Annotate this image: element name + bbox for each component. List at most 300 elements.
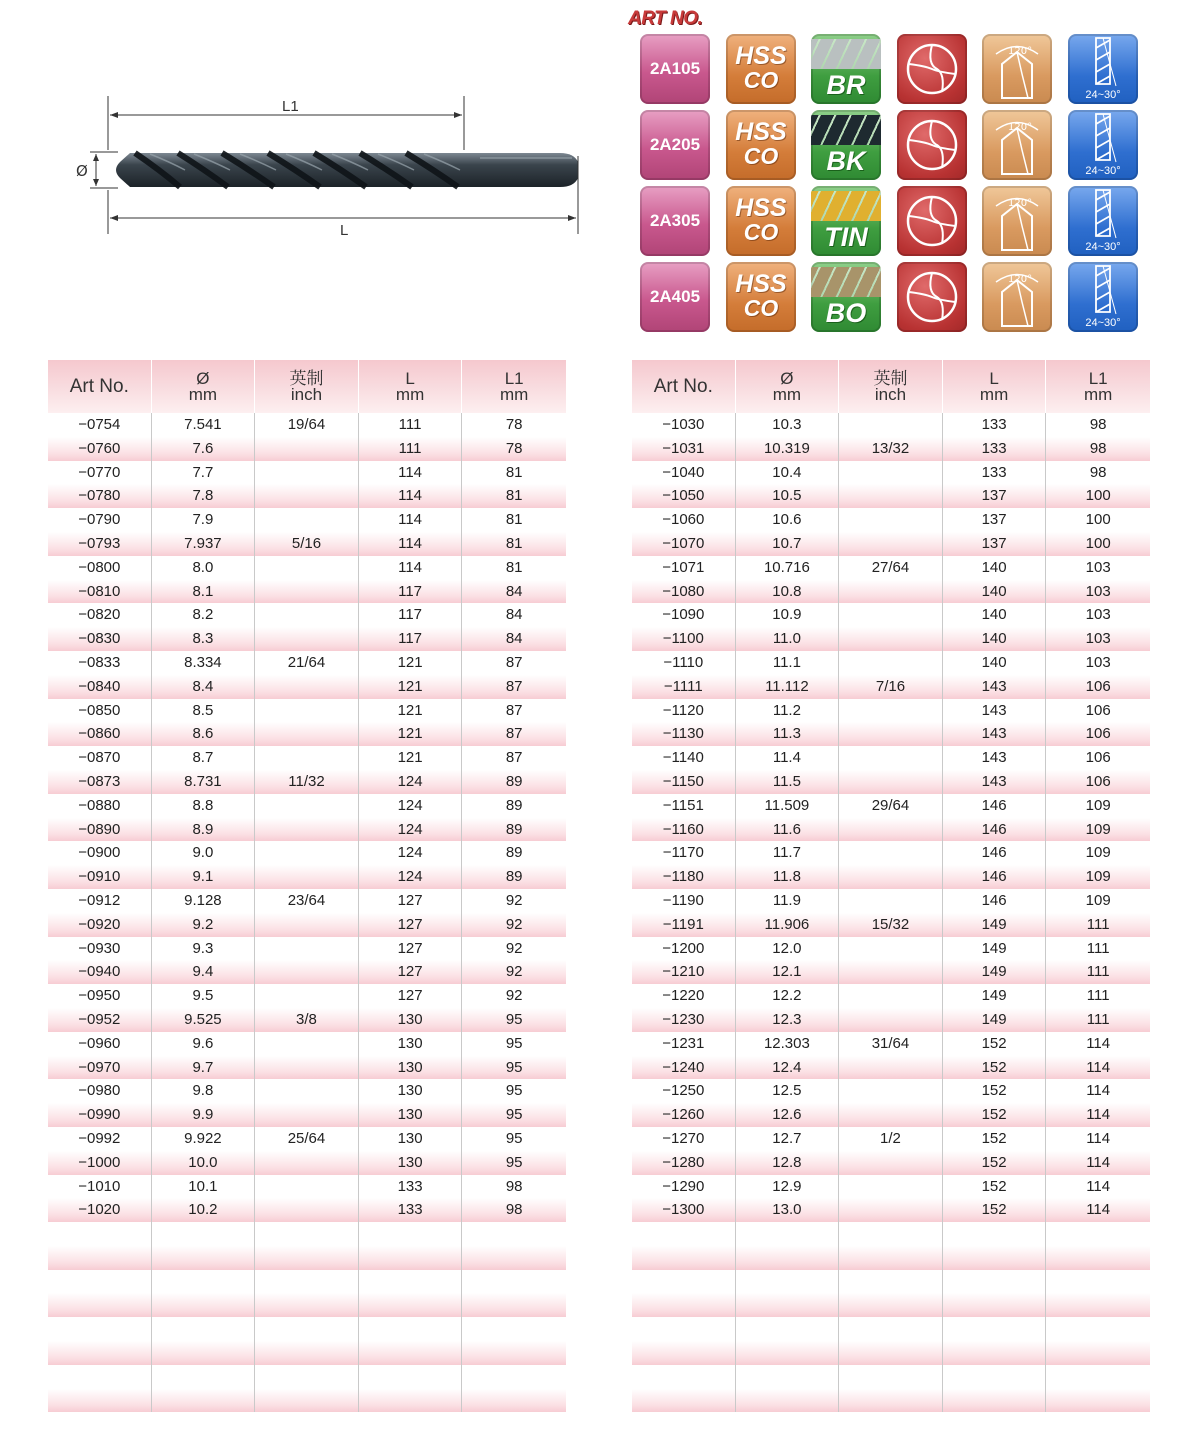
cell-art-no: −0910	[48, 865, 152, 889]
table-row	[48, 818, 566, 842]
cell-inch	[255, 1056, 359, 1080]
column-header-unit: mm	[188, 384, 218, 404]
cell-flute-length: 87	[505, 653, 523, 671]
cell-flute-length: 106	[1085, 677, 1111, 695]
cell-inch	[839, 699, 943, 723]
cell-length	[943, 1293, 1047, 1317]
table-row	[48, 1056, 566, 1080]
size-table-right	[632, 360, 1150, 1412]
material-tile	[726, 34, 796, 104]
cell-inch: 25/64	[255, 1127, 359, 1151]
table-row	[48, 1317, 566, 1341]
cell-flute-length	[462, 1246, 566, 1270]
cell-length: 133	[359, 1175, 463, 1199]
table-row	[48, 913, 566, 937]
table-row	[48, 651, 566, 675]
dimension-diameter-label: Ø	[76, 162, 88, 180]
table-row	[48, 1365, 566, 1389]
cell-inch	[255, 437, 359, 461]
cell-diameter	[152, 1317, 256, 1341]
table-row	[48, 722, 566, 746]
cell-length: 127	[359, 937, 463, 961]
cell-inch	[255, 508, 359, 532]
column-header-label: L1	[504, 368, 524, 388]
cell-art-no: −1090	[632, 603, 736, 627]
cell-diameter: 10.0	[152, 1151, 256, 1175]
table-row	[632, 1317, 1150, 1341]
table-row	[632, 580, 1150, 604]
cell-flute-length	[1046, 1222, 1150, 1246]
cell-inch	[255, 818, 359, 842]
cell-length: 130	[359, 1079, 463, 1103]
table-row	[48, 461, 566, 485]
cell-inch	[255, 603, 359, 627]
cell-length: 130	[359, 1032, 463, 1056]
cell-art-no: −0930	[48, 937, 152, 961]
cell-length: 121	[359, 699, 463, 723]
table-row	[632, 1246, 1150, 1270]
art-code-label: 2A105	[649, 59, 701, 78]
cell-diameter: 9.3	[152, 937, 256, 961]
cell-length	[359, 1365, 463, 1389]
cell-flute-length: 92	[505, 963, 523, 981]
helix-angle-label: 24~30°	[1085, 317, 1121, 329]
point-angle-icon	[982, 110, 1052, 180]
cell-art-no: −0900	[48, 841, 152, 865]
cell-inch	[839, 1056, 943, 1080]
cell-diameter: 7.937	[152, 532, 256, 556]
table-row	[632, 603, 1150, 627]
helix-angle-tile	[1068, 262, 1138, 332]
svg-text:120°: 120°	[1008, 274, 1033, 285]
cell-length: 143	[943, 699, 1047, 723]
cell-length: 146	[943, 818, 1047, 842]
cell-inch	[255, 984, 359, 1008]
cell-art-no: −1020	[48, 1198, 152, 1222]
cell-diameter: 11.906	[736, 913, 840, 937]
cell-flute-length: 95	[505, 1106, 523, 1124]
cell-inch	[839, 1293, 943, 1317]
cell-diameter	[152, 1365, 256, 1389]
cell-art-no: −0920	[48, 913, 152, 937]
cell-inch	[255, 556, 359, 580]
cell-flute-length: 103	[1085, 582, 1111, 600]
cell-length	[943, 1389, 1047, 1413]
cell-diameter: 11.112	[736, 675, 840, 699]
cell-diameter: 7.6	[152, 437, 256, 461]
cell-diameter	[736, 1270, 840, 1294]
cell-inch: 1/2	[839, 1127, 943, 1151]
material-sub-label: CO	[743, 219, 779, 245]
table-row	[632, 960, 1150, 984]
cell-art-no: −1130	[632, 722, 736, 746]
cell-length: 133	[359, 1198, 463, 1222]
cell-art-no: −1270	[632, 1127, 736, 1151]
cell-art-no: −1250	[632, 1079, 736, 1103]
cell-length: 121	[359, 746, 463, 770]
cell-art-no: −1050	[632, 484, 736, 508]
material-sub-label: CO	[743, 67, 779, 93]
cell-length: 117	[359, 627, 463, 651]
table-row	[632, 913, 1150, 937]
cell-inch	[255, 865, 359, 889]
table-row	[48, 556, 566, 580]
cell-inch	[839, 1198, 943, 1222]
cell-length: 117	[359, 580, 463, 604]
cell-diameter: 9.9	[152, 1103, 256, 1127]
cell-art-no: −1150	[632, 770, 736, 794]
cell-flute-length: 95	[505, 1129, 523, 1147]
column-header	[839, 360, 943, 413]
cell-length: 149	[943, 1008, 1047, 1032]
point-angle-tile	[982, 34, 1052, 104]
cell-flute-length: 109	[1085, 868, 1111, 886]
cell-diameter: 12.6	[736, 1103, 840, 1127]
art-code-label: 2A305	[649, 211, 701, 230]
cell-art-no	[48, 1365, 152, 1389]
cell-art-no: −1140	[632, 746, 736, 770]
column-header-label: 英制	[289, 368, 324, 388]
cell-length: 133	[943, 413, 1047, 437]
table-row	[48, 580, 566, 604]
cell-art-no: −0952	[48, 1008, 152, 1032]
cell-diameter: 10.5	[736, 484, 840, 508]
cell-inch	[839, 889, 943, 913]
cell-art-no: −1240	[632, 1056, 736, 1080]
cell-art-no: −0820	[48, 603, 152, 627]
cell-inch	[839, 960, 943, 984]
cell-inch: 31/64	[839, 1032, 943, 1056]
table-row	[632, 841, 1150, 865]
table-row	[632, 1389, 1150, 1413]
table-row	[48, 984, 566, 1008]
cell-diameter: 10.9	[736, 603, 840, 627]
cell-diameter: 9.6	[152, 1032, 256, 1056]
cell-length: 152	[943, 1056, 1047, 1080]
cell-flute-length: 78	[505, 416, 523, 433]
cell-art-no	[632, 1317, 736, 1341]
cell-diameter	[736, 1365, 840, 1389]
cell-diameter: 10.1	[152, 1175, 256, 1199]
cell-length: 124	[359, 794, 463, 818]
table-row	[48, 746, 566, 770]
column-header	[462, 360, 566, 413]
cell-diameter	[736, 1389, 840, 1413]
cell-diameter: 12.0	[736, 937, 840, 961]
cell-diameter: 7.7	[152, 461, 256, 485]
table-row	[632, 770, 1150, 794]
table-row	[48, 770, 566, 794]
cell-inch	[839, 461, 943, 485]
cell-length: 140	[943, 603, 1047, 627]
cell-flute-length	[462, 1270, 566, 1294]
cell-art-no: −1100	[632, 627, 736, 651]
cell-length: 149	[943, 960, 1047, 984]
cell-length: 133	[943, 437, 1047, 461]
cell-inch	[255, 1103, 359, 1127]
column-header-label: 英制	[873, 368, 908, 388]
cell-inch	[839, 1389, 943, 1413]
cell-length: 127	[359, 889, 463, 913]
cell-flute-length: 89	[505, 868, 523, 886]
cell-diameter: 8.1	[152, 580, 256, 604]
table-row	[632, 556, 1150, 580]
cell-length: 124	[359, 865, 463, 889]
cell-inch	[839, 1246, 943, 1270]
cell-diameter: 11.6	[736, 818, 840, 842]
cell-inch: 15/32	[839, 913, 943, 937]
cell-inch	[839, 1079, 943, 1103]
cell-inch	[839, 651, 943, 675]
point-angle-tile	[982, 110, 1052, 180]
table-row	[48, 437, 566, 461]
cell-inch	[255, 1032, 359, 1056]
cell-length: 152	[943, 1103, 1047, 1127]
dimension-l1-label: L1	[282, 98, 299, 115]
material-sub-label: CO	[743, 295, 779, 321]
cell-length: 114	[359, 461, 463, 485]
helix-angle-tile	[1068, 186, 1138, 256]
column-header-label: L	[405, 368, 415, 388]
cell-flute-length: 89	[505, 844, 523, 862]
column-header	[359, 360, 463, 413]
cell-inch: 5/16	[255, 532, 359, 556]
cell-art-no	[48, 1246, 152, 1270]
cross-section-icon	[897, 262, 967, 332]
cell-diameter: 8.9	[152, 818, 256, 842]
cell-diameter	[152, 1389, 256, 1413]
cell-inch	[255, 1175, 359, 1199]
table-row	[632, 1222, 1150, 1246]
cell-flute-length: 89	[505, 772, 523, 790]
cell-flute-length	[1046, 1341, 1150, 1365]
cell-diameter: 11.1	[736, 651, 840, 675]
cell-length	[359, 1317, 463, 1341]
cell-inch	[839, 722, 943, 746]
column-header-unit: mm	[500, 384, 529, 404]
cell-flute-length: 103	[1085, 630, 1111, 648]
cell-length: 114	[359, 532, 463, 556]
cell-inch	[255, 461, 359, 485]
cell-diameter	[152, 1270, 256, 1294]
cell-diameter	[736, 1341, 840, 1365]
cell-flute-length: 84	[505, 630, 523, 648]
table-row	[632, 1151, 1150, 1175]
cell-diameter: 12.7	[736, 1127, 840, 1151]
cell-art-no: −1300	[632, 1198, 736, 1222]
dimension-l-label: L	[340, 222, 349, 239]
cell-art-no	[632, 1222, 736, 1246]
table-row	[48, 889, 566, 913]
cell-flute-length	[1046, 1389, 1150, 1413]
table-row	[632, 699, 1150, 723]
table-row	[632, 1032, 1150, 1056]
art-code-tile	[640, 262, 710, 332]
cell-art-no: −0793	[48, 532, 152, 556]
cell-length: 140	[943, 580, 1047, 604]
cell-flute-length: 114	[1086, 1058, 1111, 1076]
cell-length: 117	[359, 603, 463, 627]
cell-length: 114	[359, 484, 463, 508]
cell-inch	[839, 627, 943, 651]
cell-art-no: −1290	[632, 1175, 736, 1199]
cell-flute-length: 87	[505, 749, 523, 767]
cell-length: 143	[943, 770, 1047, 794]
cell-length: 137	[943, 484, 1047, 508]
coating-tile	[811, 262, 881, 332]
cell-diameter: 8.731	[152, 770, 256, 794]
cell-diameter: 10.319	[736, 437, 840, 461]
cell-inch	[255, 627, 359, 651]
cell-length	[359, 1246, 463, 1270]
cell-art-no: −1200	[632, 937, 736, 961]
table-row	[632, 1056, 1150, 1080]
cell-art-no: −0950	[48, 984, 152, 1008]
cell-art-no	[632, 1270, 736, 1294]
cell-flute-length: 84	[505, 606, 523, 624]
column-header	[255, 360, 359, 413]
cell-diameter: 9.1	[152, 865, 256, 889]
svg-text:120°: 120°	[1008, 46, 1033, 57]
cell-art-no: −0770	[48, 461, 152, 485]
column-header	[943, 360, 1047, 413]
cell-art-no: −0760	[48, 437, 152, 461]
table-row	[632, 1079, 1150, 1103]
helix-angle-label: 24~30°	[1085, 165, 1121, 177]
table-row	[48, 508, 566, 532]
helix-angle-tile	[1068, 34, 1138, 104]
cell-diameter: 12.1	[736, 960, 840, 984]
cell-inch	[839, 1008, 943, 1032]
cell-flute-length: 98	[1089, 439, 1107, 457]
cell-diameter: 8.3	[152, 627, 256, 651]
cell-art-no: −0890	[48, 818, 152, 842]
table-row	[48, 937, 566, 961]
cell-art-no: −1111	[632, 675, 736, 699]
cell-length: 152	[943, 1127, 1047, 1151]
material-tile	[726, 262, 796, 332]
cell-inch: 11/32	[255, 770, 359, 794]
cell-diameter: 9.2	[152, 913, 256, 937]
cell-diameter: 8.6	[152, 722, 256, 746]
cell-flute-length: 95	[505, 1058, 523, 1076]
cell-art-no: −1080	[632, 580, 736, 604]
cell-art-no: −0873	[48, 770, 152, 794]
column-header-label: Ø	[196, 368, 210, 388]
cell-flute-length: 98	[505, 1177, 523, 1195]
table-row	[48, 1198, 566, 1222]
cell-inch	[839, 818, 943, 842]
cross-section-icon	[897, 34, 967, 104]
cell-flute-length	[462, 1341, 566, 1365]
cell-inch	[255, 794, 359, 818]
table-row	[48, 484, 566, 508]
drill-diagram	[60, 90, 600, 250]
table-row	[48, 1079, 566, 1103]
cell-diameter: 11.5	[736, 770, 840, 794]
cell-length: 121	[359, 651, 463, 675]
cell-diameter: 11.7	[736, 841, 840, 865]
column-header-label: L1	[1088, 368, 1108, 388]
cell-diameter: 7.8	[152, 484, 256, 508]
cell-flute-length: 109	[1085, 796, 1111, 814]
cell-flute-length	[1046, 1365, 1150, 1389]
cell-inch: 7/16	[839, 675, 943, 699]
column-header-unit: inch	[290, 384, 323, 404]
cell-art-no: −1170	[632, 841, 736, 865]
cell-length	[943, 1341, 1047, 1365]
cell-flute-length: 87	[505, 725, 523, 743]
cell-art-no: −0980	[48, 1079, 152, 1103]
point-angle-icon	[982, 262, 1052, 332]
table-row	[632, 818, 1150, 842]
cell-inch	[255, 1079, 359, 1103]
column-header-unit: mm	[395, 384, 425, 404]
cell-flute-length: 98	[1089, 416, 1107, 433]
cell-length: 146	[943, 865, 1047, 889]
cell-inch	[255, 960, 359, 984]
cell-art-no	[48, 1317, 152, 1341]
column-header	[736, 360, 840, 413]
cell-flute-length	[462, 1293, 566, 1317]
cell-diameter	[152, 1222, 256, 1246]
table-row	[48, 1032, 566, 1056]
table-row	[48, 841, 566, 865]
cell-inch: 27/64	[839, 556, 943, 580]
cell-art-no	[632, 1246, 736, 1270]
cell-inch	[255, 1198, 359, 1222]
cell-length: 149	[943, 984, 1047, 1008]
table-row	[48, 1270, 566, 1294]
cell-diameter: 7.9	[152, 508, 256, 532]
coating-drill-icon	[811, 191, 881, 221]
column-header-unit: inch	[874, 384, 907, 404]
cell-diameter: 12.303	[736, 1032, 840, 1056]
cell-flute-length: 78	[505, 439, 523, 457]
cell-flute-length: 114	[1086, 1034, 1111, 1052]
cell-art-no: −1230	[632, 1008, 736, 1032]
table-row	[632, 484, 1150, 508]
cell-art-no: −1151	[632, 794, 736, 818]
cell-diameter: 9.525	[152, 1008, 256, 1032]
cell-inch	[839, 603, 943, 627]
table-header	[48, 360, 566, 413]
cell-flute-length: 95	[505, 1010, 523, 1028]
cell-length: 146	[943, 794, 1047, 818]
cell-length: 130	[359, 1103, 463, 1127]
art-code-tile	[640, 34, 710, 104]
cell-diameter: 12.3	[736, 1008, 840, 1032]
cell-flute-length: 81	[505, 487, 523, 505]
cell-inch	[839, 746, 943, 770]
cell-inch	[255, 699, 359, 723]
cell-flute-length	[462, 1389, 566, 1413]
cell-flute-length: 95	[505, 1082, 523, 1100]
cell-inch	[255, 746, 359, 770]
cell-diameter: 8.334	[152, 651, 256, 675]
table-row	[632, 722, 1150, 746]
cell-art-no	[48, 1222, 152, 1246]
cell-length: 143	[943, 675, 1047, 699]
cell-flute-length: 109	[1085, 820, 1111, 838]
cell-diameter: 9.922	[152, 1127, 256, 1151]
cell-length: 114	[359, 508, 463, 532]
cell-flute-length	[462, 1317, 566, 1341]
table-row	[632, 1008, 1150, 1032]
cell-inch: 19/64	[255, 413, 359, 437]
cell-length: 137	[943, 532, 1047, 556]
table-row	[632, 532, 1150, 556]
